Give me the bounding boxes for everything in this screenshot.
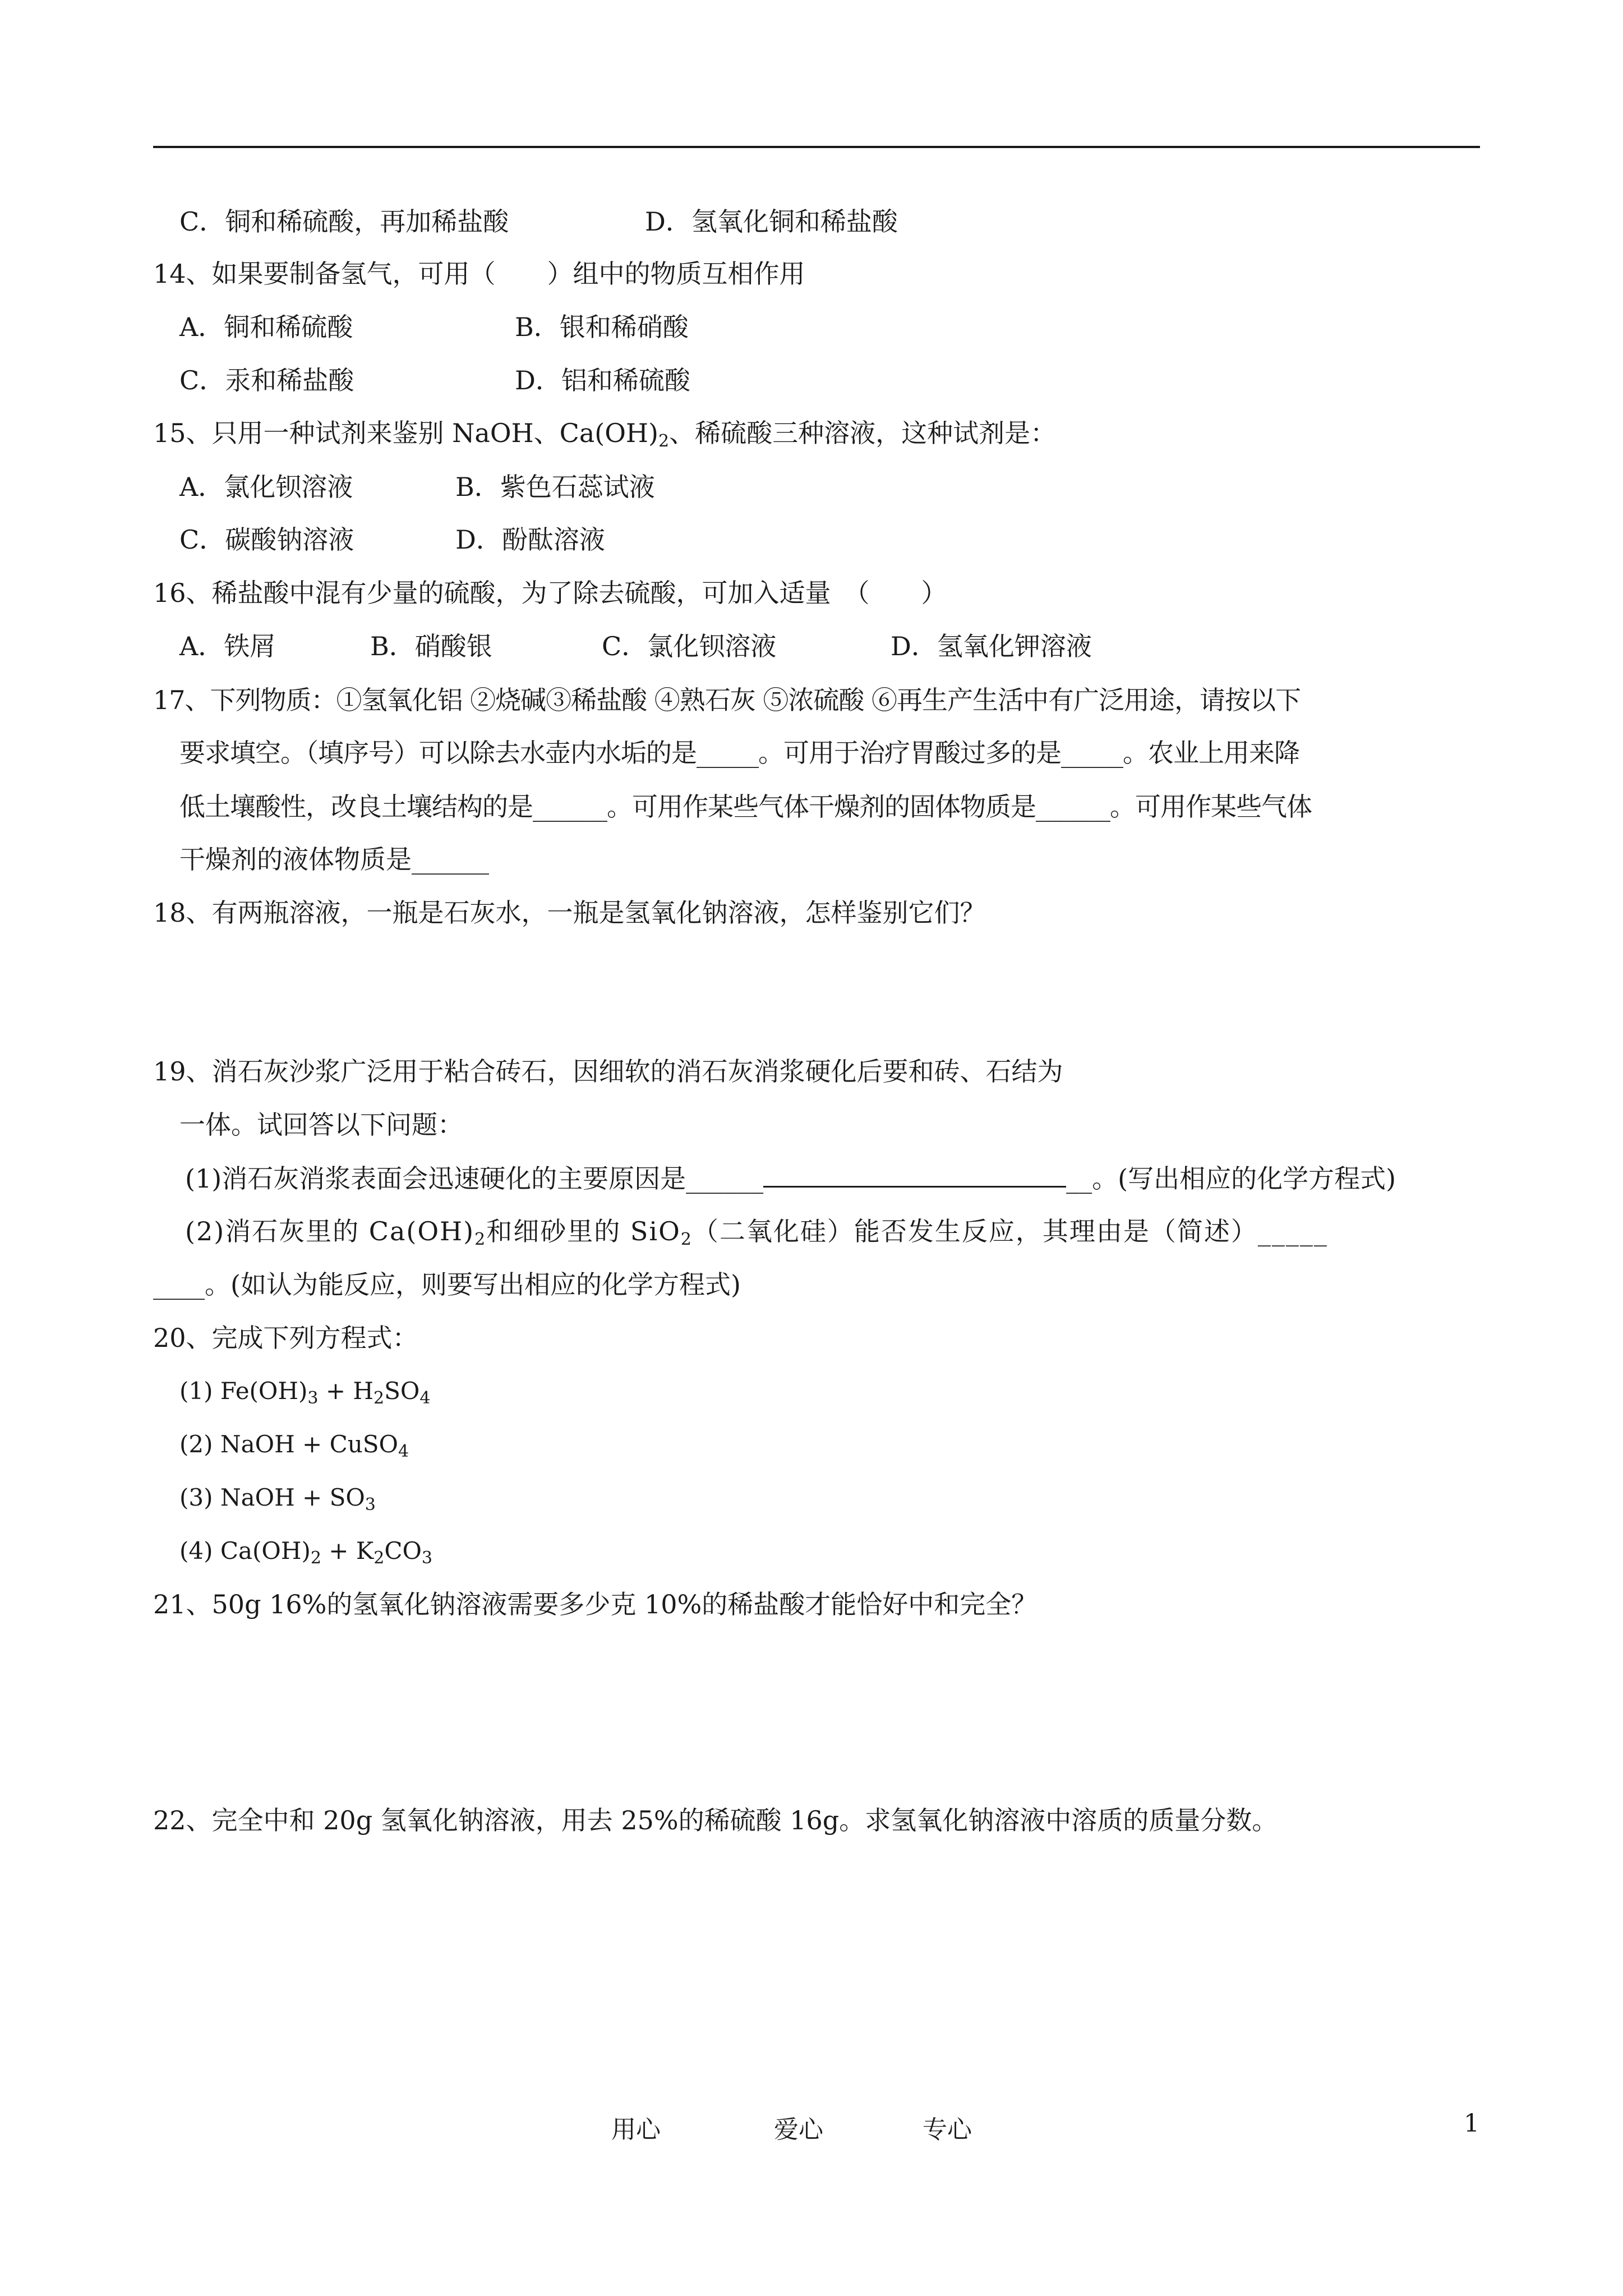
q13-option-d: D．氢氧化铜和稀盐酸 — [645, 206, 898, 237]
q14-option-d: D．铝和稀硫酸 — [515, 365, 690, 395]
q17-line-3: 低土壤酸性，改良土壤结构的是______。可用作某些气体干燥剂的固体物质是______。可用作某些气体 — [179, 792, 1312, 822]
q20-equation-1: (1) $Fe(OH)_3 + H_2SO_4$ — [179, 1377, 431, 1408]
q17-line-1: 17、下列物质：①氢氧化铝 ②烧碱③稀盐酸 ④熟石灰 ⑤浓硫酸 ⑥再生产生活中有广泛用途，请按以下 — [153, 685, 1301, 715]
q19-line-1: 19、消石灰沙浆广泛用于粘合砖石，因细软的消石灰消浆硬化后要和砖、石结为 — [153, 1056, 1063, 1087]
q20-equation-2: (2) NaOH + CuSO$_4$ — [179, 1430, 409, 1461]
q19-part-1: (1)消石灰消浆表面会迅速硬化的主要原因是______ __。(写出相应的化学方程式) — [185, 1161, 1396, 1195]
q15-stem: 15、只用一种试剂来鉴别 NaOH、$Ca(OH)_2$、稀硫酸三种溶液，这种试剂是： — [153, 418, 1057, 451]
q16-stem: 16、稀盐酸中混有少量的硫酸，为了除去硫酸，可加入适量 （ ） — [153, 578, 947, 608]
q18-stem: 18、有两瓶溶液，一瓶是石灰水，一瓶是氢氧化钠溶液，怎样鉴别它们？ — [153, 898, 986, 928]
q21-stem: 21、50g 16%的氢氧化钠溶液需要多少克 10%的稀盐酸才能恰好中和完全？ — [153, 1589, 1038, 1619]
q16-option-d: D．氢氧化钾溶液 — [891, 631, 1092, 661]
q14-option-b: B．银和稀硝酸 — [515, 312, 689, 342]
footer-motto-2: 爱心 — [774, 2115, 823, 2144]
q17-line-2: 要求填空。（填序号）可以除去水壶内水垢的是_____。可用于治疗胃酸过多的是_____。农业上用来降 — [179, 738, 1299, 768]
q20-stem: 20、完成下列方程式： — [153, 1323, 418, 1353]
q19-part-2-cont: ____。(如认为能反应，则要写出相应的化学方程式) — [153, 1269, 741, 1300]
q22-stem: 22、完全中和 20g 氢氧化钠溶液，用去 25%的稀硫酸 16g。求氢氧化钠溶液中溶质的质量分数。 — [153, 1805, 1278, 1835]
q20-equation-3: (3) NaOH + $SO_3$ — [179, 1484, 376, 1515]
q15-option-b: B．紫色石蕊试液 — [455, 472, 655, 502]
q13-option-c: C．铜和稀硫酸，再加稀盐酸 — [179, 206, 509, 237]
page-number: 1 — [1464, 2109, 1479, 2138]
q19-part-2: (2)消石灰里的 $Ca(OH)_2$和细砂里的 SiO$_2$（二氧化硅）能否发生反应，其理由是（简述）_____ — [185, 1216, 1328, 1249]
answer-blank — [763, 1161, 1066, 1188]
q19-line-2: 一体。试回答以下问题： — [179, 1110, 463, 1140]
q20-equation-4: (4) $Ca(OH)_2 + K_2CO_3$ — [179, 1537, 432, 1568]
q16-option-b: B．硝酸银 — [370, 631, 492, 661]
q15-option-c: C．碳酸钠溶液 — [179, 524, 354, 555]
q16-option-c: C．氯化钡溶液 — [602, 631, 777, 661]
q16-option-a: A．铁屑 — [179, 631, 276, 661]
q15-option-a: A．氯化钡溶液 — [179, 472, 353, 502]
q14-stem: 14、如果要制备氢气，可用（ ）组中的物质互相作用 — [153, 259, 805, 289]
footer-motto-1: 用心 — [611, 2115, 661, 2144]
header-rule — [153, 146, 1480, 148]
q15-option-d: D．酚酞溶液 — [455, 524, 605, 555]
footer-motto-3: 专心 — [923, 2115, 972, 2144]
q17-line-4: 干燥剂的液体物质是______ — [179, 844, 489, 875]
q14-option-c: C．汞和稀盐酸 — [179, 365, 354, 395]
q14-option-a: A．铜和稀硫酸 — [179, 312, 353, 342]
